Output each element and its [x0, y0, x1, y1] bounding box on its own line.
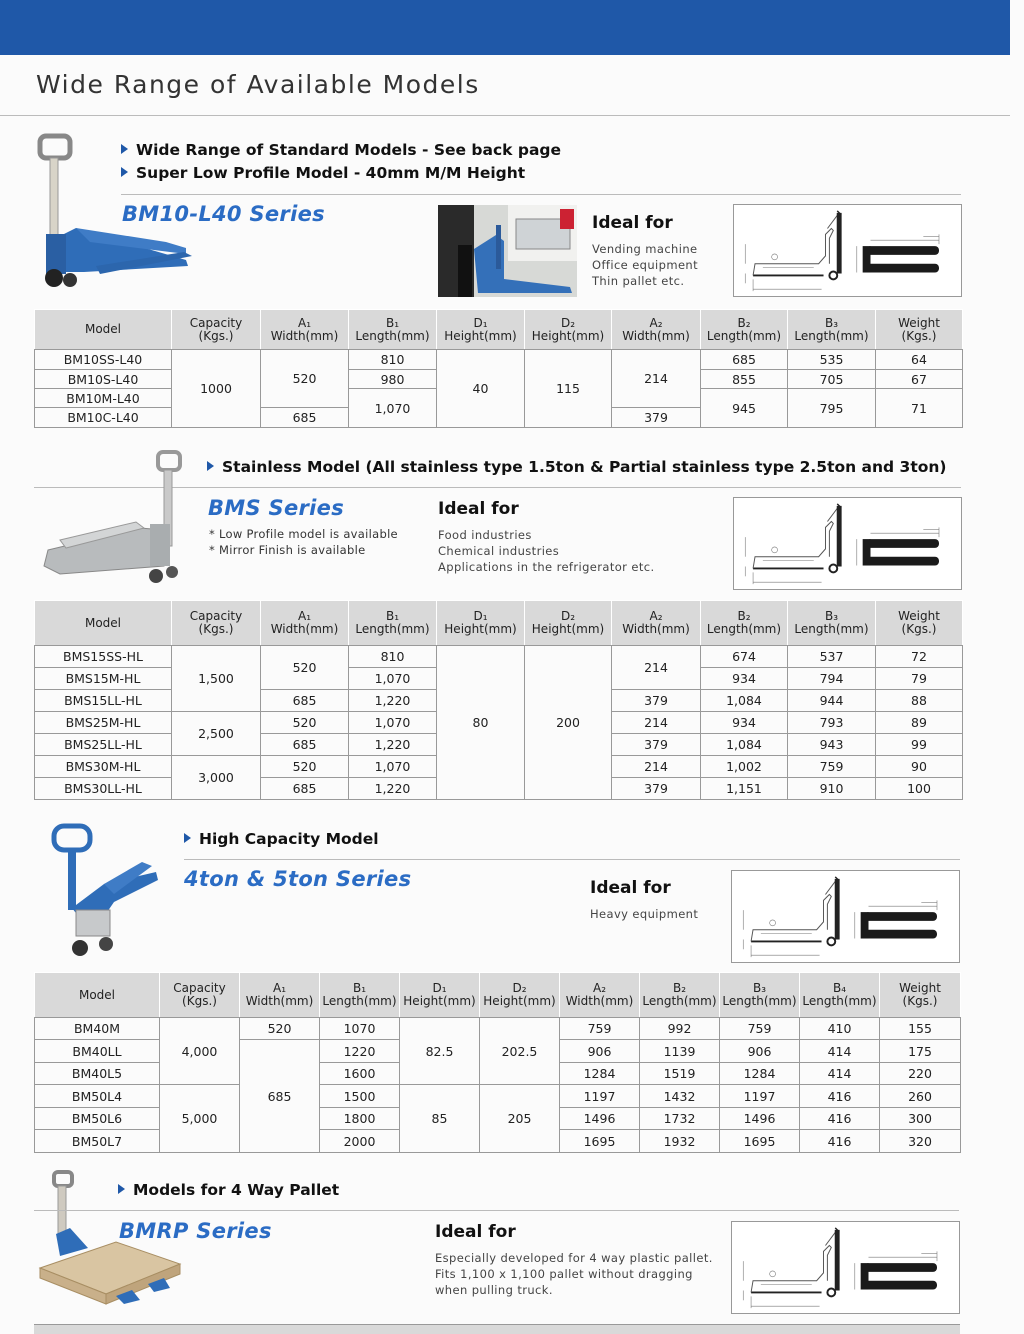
cell-model: BM40L5 [35, 1063, 160, 1085]
bm10-ideal-line: Thin pallet etc. [592, 274, 685, 288]
cell-b3: 759 [788, 756, 876, 778]
bms-header-row [35, 601, 963, 646]
cell-b1: 1600 [320, 1063, 400, 1085]
bmrp-ideal-line: when pulling truck. [435, 1283, 553, 1297]
bms-ideal-line: Food industries [438, 528, 532, 542]
hc-series-title: 4ton & 5ton Series [184, 867, 412, 891]
cell-weight: 88 [876, 690, 963, 712]
cell-model: BM40M [35, 1018, 160, 1040]
cell-b2: 674 [701, 646, 788, 668]
bmrp-ideal-for [435, 1222, 713, 1298]
header-d1: D₁ Height(mm) [437, 310, 525, 350]
bms-ideal-line: Applications in the refrigerator etc. [438, 560, 655, 574]
cell-b3: 535 [788, 350, 876, 370]
hc-ideal-for [590, 878, 698, 922]
cell-a1: 520 [240, 1018, 320, 1040]
cell-b3: 705 [788, 370, 876, 389]
hc-ideal-line: Heavy equipment [590, 907, 699, 921]
cell-capacity: 4,000 [160, 1018, 240, 1085]
bms-note: * Low Profile model is available [209, 527, 398, 541]
cell-weight: 175 [880, 1040, 961, 1063]
cell-b2: 934 [701, 712, 788, 734]
cell-a1: 520 [261, 712, 349, 734]
header-model: Model [35, 310, 172, 350]
cell-a1: 520 [261, 350, 349, 408]
bms-notes [209, 526, 398, 558]
page-title: Wide Range of Available Models [36, 70, 480, 99]
triangle-bullet-icon [184, 833, 191, 843]
bms-spec-table [34, 600, 963, 800]
cell-d2: 115 [525, 350, 612, 428]
bmrp-table-header-edge [34, 1324, 960, 1334]
cell-a2: 214 [612, 712, 701, 734]
header-d2: D₂ Height(mm) [525, 310, 612, 350]
bms-ideal-line: Chemical industries [438, 544, 560, 558]
header-a2: A₂ Width(mm) [612, 601, 701, 646]
cell-b2: 1,084 [701, 734, 788, 756]
cell-d1: 40 [437, 350, 525, 428]
bm10-ideal-line: Office equipment [592, 258, 699, 272]
cell-model: BM10M-L40 [35, 389, 172, 408]
cell-b1: 1,070 [349, 389, 437, 428]
cell-a2: 379 [612, 734, 701, 756]
cell-model: BM50L4 [35, 1085, 160, 1108]
cell-b2: 1139 [640, 1040, 720, 1063]
cell-a2: 759 [560, 1018, 640, 1040]
header-capacity: Capacity (Kgs.) [160, 973, 240, 1018]
table-row [35, 1018, 961, 1040]
cell-weight: 67 [876, 370, 963, 389]
bmrp-divider [34, 1210, 959, 1211]
cell-model: BM10C-L40 [35, 408, 172, 428]
cell-a1: 520 [261, 756, 349, 778]
cell-b2: 1732 [640, 1108, 720, 1130]
cell-b2: 855 [701, 370, 788, 389]
triangle-bullet-icon [118, 1184, 125, 1194]
hc-bullet-text: High Capacity Model [199, 830, 379, 848]
header-b2: B₂ Length(mm) [640, 973, 720, 1018]
bmrp-dimension-diagram [731, 1221, 960, 1314]
header-weight: Weight (Kgs.) [876, 601, 963, 646]
bm10-ideal-line: Vending machine [592, 242, 698, 256]
cell-model: BM40LL [35, 1040, 160, 1063]
cell-model: BMS15M-HL [35, 668, 172, 690]
cell-b1: 1220 [320, 1040, 400, 1063]
hc-spec-table [34, 972, 961, 1153]
cell-b2: 1432 [640, 1085, 720, 1108]
cell-b3: 759 [720, 1018, 800, 1040]
cell-d1: 82.5 [400, 1018, 480, 1085]
header-a2: A₂ Width(mm) [560, 973, 640, 1018]
cell-weight: 64 [876, 350, 963, 370]
header-b2: B₂ Length(mm) [701, 601, 788, 646]
cell-a2: 379 [612, 690, 701, 712]
header-b4: B₄ Length(mm) [800, 973, 880, 1018]
cell-capacity: 5,000 [160, 1085, 240, 1153]
hc-dimension-diagram [731, 870, 960, 963]
cell-b1: 980 [349, 370, 437, 389]
header-d1: D₁ Height(mm) [437, 601, 525, 646]
header-model: Model [35, 973, 160, 1018]
header-b1: B₁ Length(mm) [320, 973, 400, 1018]
header-b3: B₃ Length(mm) [788, 310, 876, 350]
bm10-ideal-for [592, 213, 698, 289]
header-b1: B₁ Length(mm) [349, 310, 437, 350]
cell-a2: 1284 [560, 1063, 640, 1085]
header-model: Model [35, 601, 172, 646]
cell-b3: 1695 [720, 1130, 800, 1153]
cell-d2: 200 [525, 646, 612, 800]
cell-a2: 906 [560, 1040, 640, 1063]
bm10-bullet-1-text: Wide Range of Standard Models - See back page [136, 141, 562, 159]
cell-a2: 379 [612, 778, 701, 800]
bm10-bullet-2-text: Super Low Profile Model - 40mm M/M Height [136, 164, 526, 182]
bm10-dimension-diagram [733, 204, 962, 297]
cell-b3: 906 [720, 1040, 800, 1063]
cell-model: BMS25LL-HL [35, 734, 172, 756]
title-divider [0, 115, 1010, 116]
cell-b3: 943 [788, 734, 876, 756]
cell-b4: 416 [800, 1085, 880, 1108]
table-row [35, 646, 963, 668]
cell-b1: 1800 [320, 1108, 400, 1130]
cell-weight: 71 [876, 389, 963, 428]
bms-series-title: BMS Series [208, 496, 345, 520]
bmrp-ideal-title: Ideal for [435, 1222, 516, 1242]
cell-b1: 810 [349, 350, 437, 370]
top-banner [0, 0, 1010, 55]
cell-weight: 90 [876, 756, 963, 778]
bm10-divider [121, 194, 961, 195]
cell-a2: 214 [612, 646, 701, 690]
cell-weight: 155 [880, 1018, 961, 1040]
hc-truck-photo [44, 822, 162, 962]
cell-a2: 214 [612, 350, 701, 408]
cell-capacity: 1000 [172, 350, 261, 428]
cell-b3: 1197 [720, 1085, 800, 1108]
hc-ideal-title: Ideal for [590, 878, 671, 898]
cell-a2: 214 [612, 756, 701, 778]
cell-b1: 1,070 [349, 668, 437, 690]
bms-bullet [207, 458, 947, 476]
header-weight: Weight (Kgs.) [876, 310, 963, 350]
hc-bullet [184, 830, 379, 848]
cell-d2: 205 [480, 1085, 560, 1153]
cell-b1: 1070 [320, 1018, 400, 1040]
header-weight: Weight (Kgs.) [880, 973, 961, 1018]
cell-capacity: 1,500 [172, 646, 261, 712]
cell-b4: 414 [800, 1063, 880, 1085]
header-capacity: Capacity (Kgs.) [172, 601, 261, 646]
header-b3: B₃ Length(mm) [720, 973, 800, 1018]
bm10-bullet-1 [121, 141, 561, 159]
header-d1: D₁ Height(mm) [400, 973, 480, 1018]
header-b3: B₃ Length(mm) [788, 601, 876, 646]
cell-b2: 1932 [640, 1130, 720, 1153]
cell-b3: 795 [788, 389, 876, 428]
cell-a1: 685 [261, 408, 349, 428]
cell-capacity: 3,000 [172, 756, 261, 800]
cell-model: BM10S-L40 [35, 370, 172, 389]
cell-b1: 1500 [320, 1085, 400, 1108]
header-d2: D₂ Height(mm) [525, 601, 612, 646]
cell-weight: 89 [876, 712, 963, 734]
bmrp-ideal-line: Especially developed for 4 way plastic pallet. [435, 1251, 713, 1265]
header-capacity: Capacity (Kgs.) [172, 310, 261, 350]
cell-b1: 810 [349, 646, 437, 668]
cell-b3: 793 [788, 712, 876, 734]
bmrp-bullet [118, 1181, 339, 1199]
bmrp-ideal-line: Fits 1,100 x 1,100 pallet without dragging [435, 1267, 693, 1281]
header-d2: D₂ Height(mm) [480, 973, 560, 1018]
header-a2: A₂ Width(mm) [612, 310, 701, 350]
cell-b2: 992 [640, 1018, 720, 1040]
cell-a2: 1496 [560, 1108, 640, 1130]
cell-model: BM10SS-L40 [35, 350, 172, 370]
cell-d1: 85 [400, 1085, 480, 1153]
cell-weight: 260 [880, 1085, 961, 1108]
cell-model: BMS15SS-HL [35, 646, 172, 668]
header-a1: A₁ Width(mm) [261, 601, 349, 646]
cell-weight: 300 [880, 1108, 961, 1130]
cell-weight: 79 [876, 668, 963, 690]
cell-b2: 685 [701, 350, 788, 370]
cell-b1: 1,220 [349, 690, 437, 712]
header-b2: B₂ Length(mm) [701, 310, 788, 350]
cell-a1: 685 [261, 778, 349, 800]
triangle-bullet-icon [207, 461, 214, 471]
cell-b3: 910 [788, 778, 876, 800]
bms-ideal-title: Ideal for [438, 499, 519, 519]
cell-b4: 410 [800, 1018, 880, 1040]
triangle-bullet-icon [121, 144, 128, 154]
bms-ideal-for [438, 499, 655, 575]
bms-truck-photo [40, 448, 200, 588]
cell-weight: 100 [876, 778, 963, 800]
cell-model: BM50L6 [35, 1108, 160, 1130]
triangle-bullet-icon [121, 167, 128, 177]
cell-b3: 1496 [720, 1108, 800, 1130]
bms-bullet-text: Stainless Model (All stainless type 1.5ton & Partial stainless type 2.5ton and 3ton) [222, 458, 947, 476]
cell-b1: 1,220 [349, 734, 437, 756]
cell-a2: 1197 [560, 1085, 640, 1108]
cell-b1: 1,220 [349, 778, 437, 800]
bm10-ideal-title: Ideal for [592, 213, 673, 233]
cell-b3: 944 [788, 690, 876, 712]
cell-weight: 72 [876, 646, 963, 668]
cell-b2: 1,002 [701, 756, 788, 778]
cell-b4: 416 [800, 1108, 880, 1130]
cell-b1: 1,070 [349, 712, 437, 734]
cell-a1: 685 [261, 690, 349, 712]
cell-b2: 1,151 [701, 778, 788, 800]
cell-weight: 320 [880, 1130, 961, 1153]
bm10-header-row [35, 310, 963, 350]
cell-b2: 1519 [640, 1063, 720, 1085]
cell-weight: 220 [880, 1063, 961, 1085]
cell-b3: 794 [788, 668, 876, 690]
cell-b4: 414 [800, 1040, 880, 1063]
cell-a1: 685 [240, 1040, 320, 1153]
cell-b4: 416 [800, 1130, 880, 1153]
cell-b1: 1,070 [349, 756, 437, 778]
bm10-spec-table [34, 309, 963, 428]
header-a1: A₁ Width(mm) [261, 310, 349, 350]
cell-b2: 934 [701, 668, 788, 690]
vending-machine-photo [438, 205, 577, 297]
bms-note: * Mirror Finish is available [209, 543, 366, 557]
cell-weight: 99 [876, 734, 963, 756]
bms-dimension-diagram [733, 497, 962, 590]
bm10-series-title: BM10-L40 Series [122, 202, 325, 226]
cell-capacity: 2,500 [172, 712, 261, 756]
hc-header-row [35, 973, 961, 1018]
cell-a1: 520 [261, 646, 349, 690]
table-row [35, 350, 963, 370]
cell-b3: 537 [788, 646, 876, 668]
cell-b1: 2000 [320, 1130, 400, 1153]
cell-model: BMS30M-HL [35, 756, 172, 778]
cell-model: BMS15LL-HL [35, 690, 172, 712]
bm10-bullet-2 [121, 164, 525, 182]
cell-d2: 202.5 [480, 1018, 560, 1085]
cell-b3: 1284 [720, 1063, 800, 1085]
cell-model: BM50L7 [35, 1130, 160, 1153]
cell-a1: 685 [261, 734, 349, 756]
bmrp-series-title: BMRP Series [119, 1219, 272, 1243]
cell-model: BMS30LL-HL [35, 778, 172, 800]
bmrp-bullet-text: Models for 4 Way Pallet [133, 1181, 340, 1199]
hc-divider [184, 859, 960, 860]
cell-a2: 1695 [560, 1130, 640, 1153]
header-a1: A₁ Width(mm) [240, 973, 320, 1018]
cell-b2: 945 [701, 389, 788, 428]
cell-a2: 379 [612, 408, 701, 428]
table-row [35, 1085, 961, 1108]
cell-d1: 80 [437, 646, 525, 800]
cell-model: BMS25M-HL [35, 712, 172, 734]
header-b1: B₁ Length(mm) [349, 601, 437, 646]
cell-b2: 1,084 [701, 690, 788, 712]
